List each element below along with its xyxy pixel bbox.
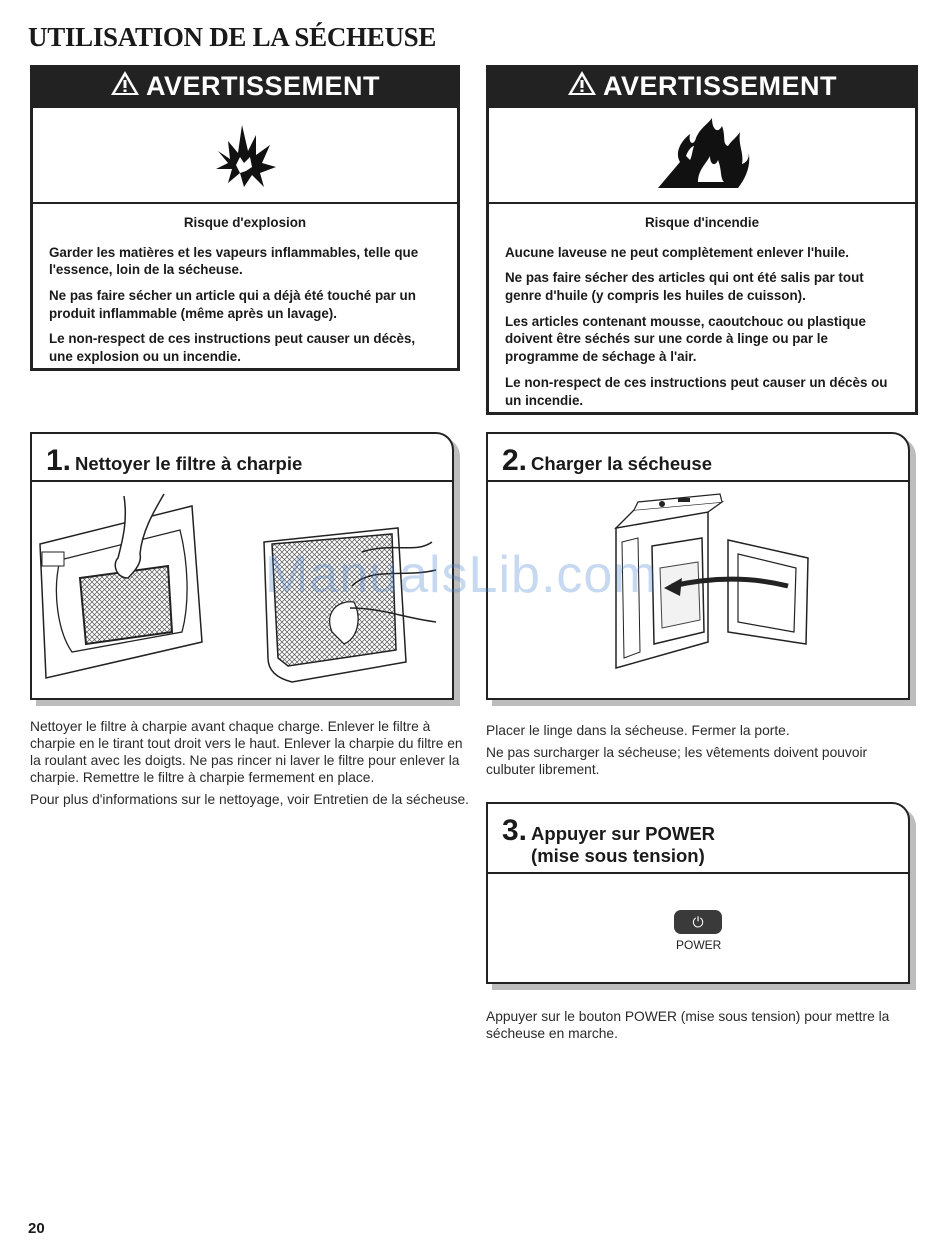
- warning-paragraph: Ne pas faire sécher des articles qui ont été salis par tout genre d'huile (y compris les huiles de cuisson).: [505, 270, 864, 304]
- step-title: Charger la sécheuse: [531, 453, 713, 474]
- warning-banner: [33, 68, 457, 108]
- warning-banner: [489, 68, 915, 108]
- step-2-description: [486, 722, 916, 783]
- step-number: 2.: [502, 444, 528, 477]
- warning-paragraph: Le non-respect de ces instructions peut causer un décès, une explosion ou un incendie.: [49, 331, 416, 365]
- warning-fire-box: [486, 65, 918, 415]
- warning-paragraph: Le non-respect de ces instructions peut causer un décès ou un incendie.: [505, 374, 888, 408]
- description-paragraph: Nettoyer le filtre à charpie avant chaque charge. Enlever le filtre à charpie en le tirant tout droit vers le haut. Enlever la charpie du filtre en la roulant avec les doigts. Ne pas rincer ni laver le filtre pour enlever la charpie. Remettre le filtre à charpie fermement en place.: [30, 719, 463, 785]
- warning-paragraph: Ne pas faire sécher un article qui a déjà été touché par un produit inflammable (même après un lavage).: [49, 288, 416, 321]
- warning-paragraph: Aucune laveuse ne peut complètement enlever l'huile.: [505, 244, 850, 260]
- step-title-line2: (mise sous tension): [531, 845, 705, 866]
- description-paragraph: Ne pas surcharger la sécheuse; les vêtements doivent pouvoir culbuter librement.: [486, 745, 868, 777]
- warning-banner-text: AVERTISSEMENT: [602, 71, 838, 101]
- step-number: 1.: [46, 444, 72, 477]
- explosion-icon: [210, 117, 280, 194]
- warning-paragraph: Les articles contenant mousse, caoutchouc ou plastique doivent être séchés sur une corde à linge ou par le programme de séchage à l'air.: [505, 313, 866, 365]
- step-number: 3.: [502, 814, 528, 847]
- step-title-line1: Appuyer sur POWER: [531, 823, 716, 844]
- warning-paragraph: Garder les matières et les vapeurs inflammables, telle que l'essence, loin de la sécheuse.: [49, 244, 419, 278]
- step-1-description: [30, 718, 470, 813]
- fire-icon: [652, 116, 752, 195]
- step-3-description: [486, 1008, 916, 1047]
- description-paragraph: Appuyer sur le bouton POWER (mise sous tension) pour mettre la sécheuse en marche.: [486, 1009, 890, 1041]
- step-title: [531, 816, 715, 867]
- power-button[interactable]: [674, 910, 722, 934]
- warning-triangle-icon: [110, 70, 140, 103]
- power-button-label: POWER: [676, 938, 722, 952]
- warning-explosion-box: [30, 65, 460, 371]
- description-paragraph: Placer le linge dans la sécheuse. Fermer la porte.: [486, 723, 790, 738]
- power-icon: ⏻: [692, 913, 704, 930]
- step-title: Nettoyer le filtre à charpie: [75, 453, 303, 474]
- page-number: 20: [28, 1220, 45, 1237]
- page-title: UTILISATION DE LA SÉCHEUSE: [28, 22, 437, 52]
- warning-heading: Risque d'explosion: [183, 215, 307, 230]
- watermark: ManualsLib.com: [265, 546, 658, 604]
- warning-heading: Risque d'incendie: [644, 215, 760, 230]
- step-3-panel: [486, 802, 910, 984]
- warning-banner-text: AVERTISSEMENT: [145, 71, 381, 101]
- warning-triangle-icon: [567, 70, 597, 103]
- description-paragraph: Pour plus d'informations sur le nettoyage, voir Entretien de la sécheuse.: [30, 792, 470, 807]
